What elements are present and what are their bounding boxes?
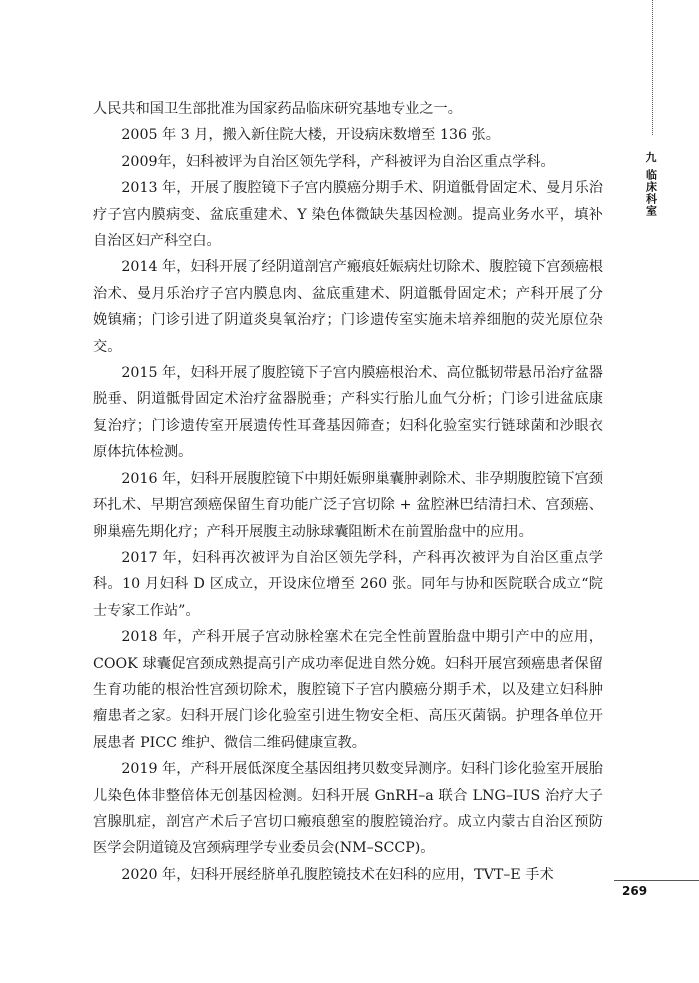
paragraph: 2005 年 3 月，搬入新住院大楼，开设病床数增至 136 张。 [121, 127, 500, 144]
paragraph: 2020 年，妇科开展经脐单孔腹腔镜技术在妇科的应用，TVT–E 手术 [121, 866, 554, 883]
paragraph: 2016 年，妇科开展腹腔镜下中期妊娠卵巢囊肿剥除术、非孕期腹腔镜下宫颈环扎术、早期宫颈癌保留生育功能广泛子宫切除 + 盆腔淋巴结清扫术、宫颈癌、卵巢癌先期化疗；产科开展腹主动脉球囊阻断术在前置胎盘中的应用。 [93, 470, 603, 540]
body-text [93, 96, 603, 888]
paragraph: 2019 年，产科开展低深度全基因组拷贝数变异测序。妇科门诊化验室开展胎儿染色体非整倍体无创基因检测。妇科开展 GnRH–a 联合 LNG–IUS 治疗大子宫腺肌症，剖宫产术后子宫切口瘢痕憩室的腹腔镜治疗。成立内蒙古自治区预防医学会阴道镜及宫颈病理学专业委员会(NM–SCCP)。 [93, 761, 603, 857]
chapter-number: 九 [645, 151, 657, 164]
chapter-side-tab [641, 150, 661, 217]
paragraph: 2009年，妇科被评为自治区领先学科，产科被评为自治区重点学科。 [121, 153, 555, 170]
paragraph: 人民共和国卫生部批准为国家药品临床研究基地专业之一。 [93, 101, 462, 117]
paragraph: 2017 年，妇科再次被评为自治区领先学科，产科再次被评为自治区重点学科。10 月妇科 D 区成立，开设床位增至 260 张。同年与协和医院联合成立“院士专家工作站”。 [93, 549, 603, 619]
margin-dotted-line [652, 0, 653, 135]
page-number-rule [614, 880, 699, 881]
chapter-title: 临床科室 [644, 169, 658, 217]
paragraph: 2018 年，产科开展子宫动脉栓塞术在完全性前置胎盘中期引产中的应用，COOK 球囊促宫颈成熟提高引产成功率促进自然分娩。妇科开展宫颈癌患者保留生育功能的根治性宫颈切除术，腹腔镜下子宫内膜癌分期手术，以及建立妇科肿瘤患者之家。妇科开展门诊化验室引进生物安全柜、高压灭菌锅。护理各单位开展患者 PICC 维护、微信二维码健康宣教。 [93, 629, 603, 751]
paragraph: 2015 年，妇科开展了腹腔镜下子宫内膜癌根治术、高位骶韧带悬吊治疗盆器脱垂、阴道骶骨固定术治疗盆器脱垂；产科实行胎儿血气分析；门诊引进盆底康复治疗；门诊遗传室开展遗传性耳聋基因筛查；妇科化验室实行链球菌和沙眼衣原体抗体检测。 [93, 365, 603, 461]
paragraph: 2014 年，妇科开展了经阴道剖宫产瘢痕妊娠病灶切除术、腹腔镜下宫颈癌根治术、曼月乐治疗子宫内膜息肉、盆底重建术、阴道骶骨固定术；产科开展了分娩镇痛；门诊引进了阴道炎臭氧治疗；门诊遗传室实施未培养细胞的荧光原位杂交。 [93, 259, 603, 355]
page-number: 269 [622, 884, 648, 898]
paragraph: 2013 年，开展了腹腔镜下子宫内膜癌分期手术、阴道骶骨固定术、曼月乐治疗子宫内膜病变、盆底重建术、Y 染色体微缺失基因检测。提高业务水平，填补自治区妇产科空白。 [93, 180, 603, 250]
